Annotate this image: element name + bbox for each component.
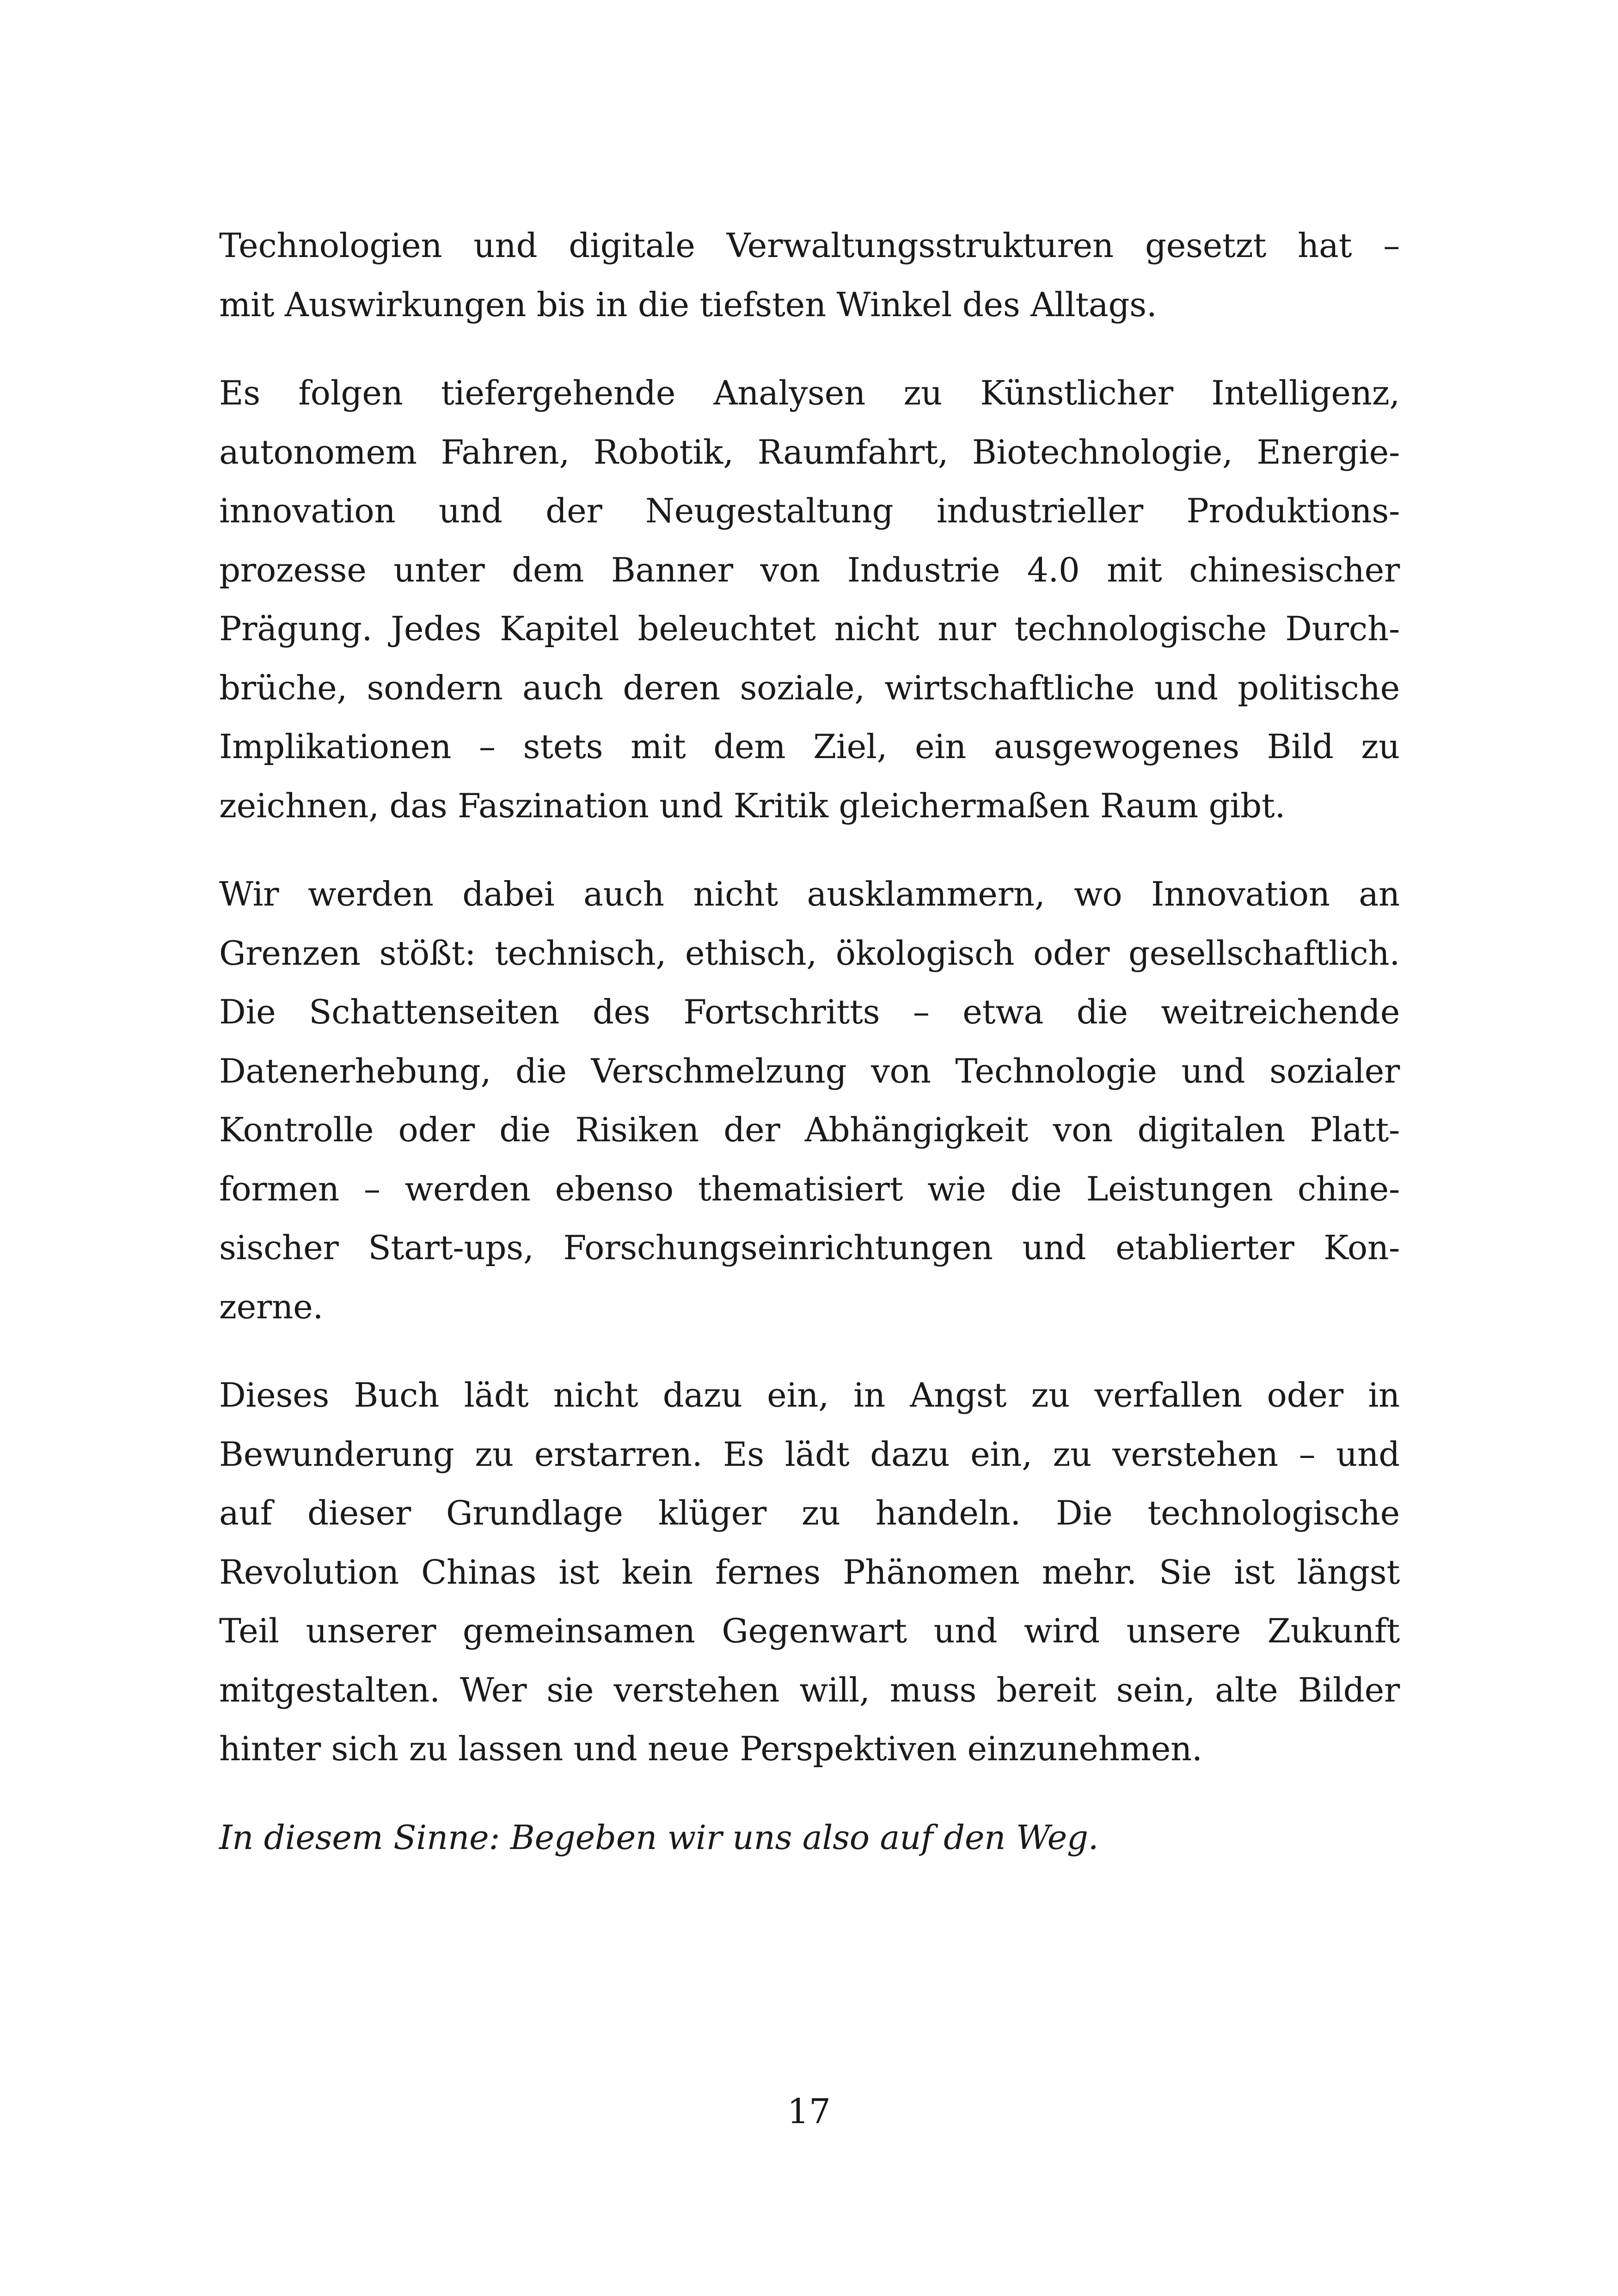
- text-line: Grenzen stößt: technisch, ethisch, ökologisch oder gesellschaftlich.: [219, 933, 1400, 973]
- text-line: Bewunderung zu erstarren. Es lädt dazu ein, zu verstehen – und: [219, 1434, 1400, 1474]
- text-line: Kontrolle oder die Risiken der Abhängigkeit von digitalen Platt-: [219, 1110, 1400, 1149]
- paragraph-4: [219, 1366, 1400, 1779]
- closing-line: In diesem Sinne: Begeben wir uns also auf den Weg.: [219, 1818, 1099, 1857]
- text-line: Datenerhebung, die Verschmelzung von Technologie und sozialer: [219, 1051, 1400, 1090]
- text-line: auf dieser Grundlage klüger zu handeln. Die technologische: [219, 1494, 1400, 1532]
- text-line: zerne.: [219, 1287, 324, 1326]
- text-line: Teil unserer gemeinsamen Gegenwart und wird unsere Zukunft: [219, 1611, 1400, 1650]
- text-line: Revolution Chinas ist kein fernes Phänomen mehr. Sie ist längst: [219, 1552, 1400, 1592]
- text-line: Es folgen tiefergehende Analysen zu Künstlicher Intelligenz,: [219, 373, 1400, 412]
- text-line: Prägung. Jedes Kapitel beleuchtet nicht nur technologische Durch-: [219, 609, 1400, 648]
- text-line: Die Schattenseiten des Fortschritts – etwa die weitreichende: [219, 992, 1400, 1031]
- text-line: Technologien und digitale Verwaltungsstrukturen gesetzt hat –: [219, 226, 1400, 265]
- text-line: mitgestalten. Wer sie verstehen will, muss bereit sein, alte Bilder: [219, 1670, 1400, 1709]
- text-line: autonomem Fahren, Robotik, Raumfahrt, Biotechnologie, Energie-: [219, 432, 1400, 471]
- text-line: Implikationen – stets mit dem Ziel, ein ausgewogenes Bild zu: [219, 727, 1400, 766]
- text-line: hinter sich zu lassen und neue Perspektiven einzunehmen.: [219, 1729, 1202, 1768]
- page-number: 17: [787, 2092, 831, 2131]
- paragraph-1: [219, 216, 1400, 334]
- text-line: mit Auswirkungen bis in die tiefsten Winkel des Alltags.: [219, 285, 1157, 324]
- text-line: Dieses Buch lädt nicht dazu ein, in Angst zu verfallen oder in: [219, 1376, 1400, 1414]
- text-line: prozesse unter dem Banner von Industrie 4.0 mit chinesischer: [219, 550, 1400, 589]
- text-line: brüche, sondern auch deren soziale, wirtschaftliche und politische: [219, 668, 1400, 707]
- text-line: Wir werden dabei auch nicht ausklammern, wo Innovation an: [219, 875, 1400, 913]
- text-line: sischer Start-ups, Forschungseinrichtungen und etablierter Kon-: [219, 1228, 1400, 1267]
- paragraph-3: [219, 865, 1400, 1336]
- paragraph-2: [219, 364, 1400, 835]
- text-line: zeichnen, das Faszination und Kritik gleichermaßen Raum gibt.: [219, 786, 1286, 825]
- text-line: formen – werden ebenso thematisiert wie die Leistungen chine-: [219, 1169, 1400, 1208]
- text-line: innovation und der Neugestaltung industrieller Produktions-: [219, 491, 1400, 530]
- body-text: [219, 216, 1400, 1867]
